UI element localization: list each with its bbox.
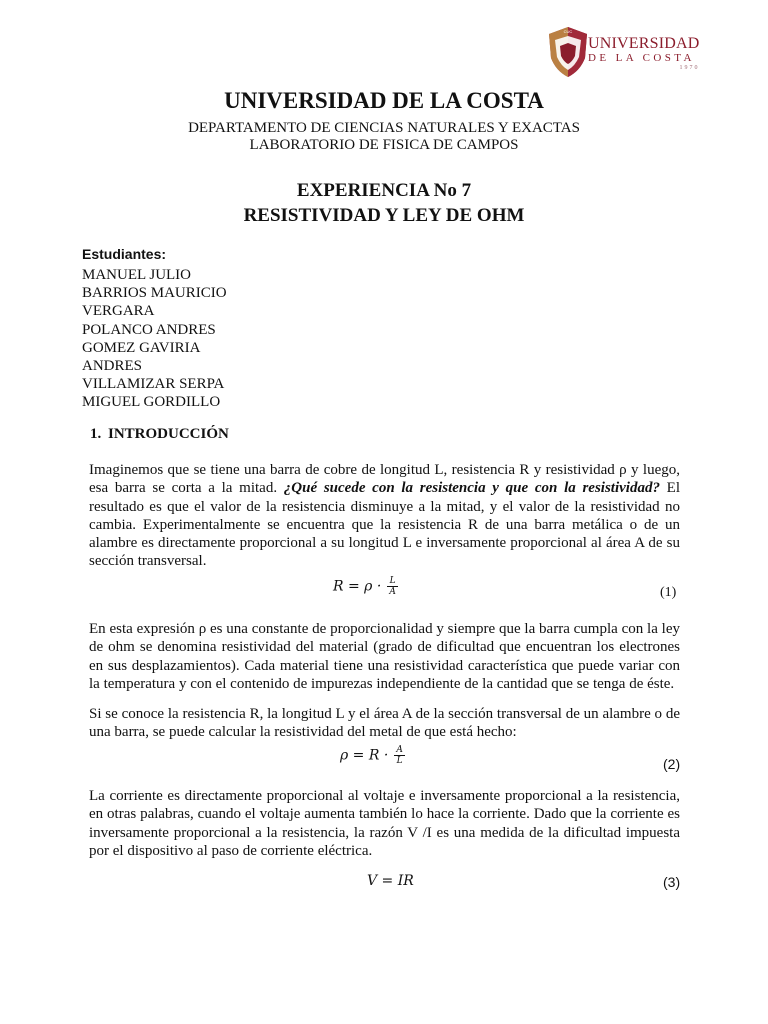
student-name: BARRIOS MAURICIO	[82, 285, 227, 302]
students-label: Estudiantes:	[82, 246, 167, 262]
fraction-denominator: L	[396, 756, 403, 766]
equation-fraction	[394, 745, 405, 766]
paragraph-text: Imaginemos que se tiene una barra de cobre de longitud L, resistencia R y resistividad ρ y luego, esa barra se corta a la mitad.	[89, 462, 680, 497]
paragraph: Si se conoce la resistencia R, la longitud L y el área A de la sección transversal de un alambre o de una barra, se puede calcular la resistividad del metal de que está hecho:	[89, 706, 680, 741]
department-name: DEPARTAMENTO DE CIENCIAS NATURALES Y EXACTAS	[188, 120, 580, 136]
paragraph: En esta expresión ρ es una constante de proporcionalidad y siempre que la barra cumpla con la ley de ohm se denomina resistividad del material (grado de dificultad que encuentran los electrones en sus desplazamientos). Cada material tiene una resistividad característica que puede variar con la temperatura y con el contenido de impurezas independiente de la cantidad que se tenga de éste.	[89, 621, 680, 692]
student-name: POLANCO ANDRES	[82, 321, 216, 338]
question-text: ¿Qué sucede con la resistencia y que con la resistividad?	[283, 480, 660, 497]
logo-line-1: UNIVERSIDAD	[588, 35, 700, 52]
student-name: VILLAMIZAR SERPA	[82, 376, 225, 393]
student-name: VERGARA	[82, 303, 155, 320]
experience-title: RESISTIVIDAD Y LEY DE OHM	[243, 205, 525, 226]
equation-lhs: R = ρ ·	[333, 578, 382, 595]
equation-number: (1)	[660, 585, 677, 600]
svg-text:CUC: CUC	[563, 29, 573, 34]
student-name: GOMEZ GAVIRIA	[82, 339, 201, 356]
logo-line-2: DE LA COSTA	[588, 52, 695, 64]
paragraph-intro	[89, 461, 680, 571]
student-name: ANDRES	[82, 358, 143, 375]
fraction-denominator: A	[389, 587, 396, 597]
logo-line-3: 1970	[679, 65, 700, 71]
student-name: MANUEL JULIO	[82, 267, 192, 283]
lab-name: LABORATORIO DE FISICA DE CAMPOS	[249, 137, 519, 153]
paragraph: La corriente es directamente proporcional al voltaje e inversamente proporcional a la resistencia, en otras palabras, cuando el voltaje aumenta también lo hace la corriente. Dado que la corriente es inversamente proporcional a la resistencia, la razón V /I es una medida de la dificultad impuesta por el dispositivo al paso de corriente eléctrica.	[89, 788, 680, 859]
equation-lhs: ρ = R ·	[340, 747, 389, 764]
section-title: INTRODUCCIÓN	[108, 426, 229, 442]
equation-1	[333, 576, 398, 597]
shield-icon	[546, 24, 590, 80]
equation-3: V = IR	[367, 873, 414, 889]
equation-number: (2)	[663, 756, 681, 772]
paragraph-text: El resultado es que el valor de la resistencia disminuye a la mitad, y el valor de la resistividad no cambia. Experimentalmente se encuentra que la resistencia R de una barra metálica o de un alambre es directamente proporcional a su longitud L e inversamente proporcional al área A de su sección transversal.	[89, 480, 680, 570]
page-title: UNIVERSIDAD DE LA COSTA	[224, 88, 544, 113]
logo-wordmark	[588, 36, 700, 72]
equation-2	[340, 745, 405, 766]
section-number: 1.	[90, 426, 102, 442]
fraction-numerator: L	[387, 576, 398, 587]
university-logo	[546, 24, 700, 80]
section-heading	[90, 426, 229, 443]
experience-number: EXPERIENCIA No 7	[296, 180, 472, 201]
equation-fraction	[387, 576, 398, 597]
students-list	[82, 266, 227, 412]
fraction-numerator: A	[396, 745, 403, 755]
student-name: MIGUEL GORDILLO	[82, 394, 221, 411]
equation-number: (3)	[663, 874, 681, 890]
